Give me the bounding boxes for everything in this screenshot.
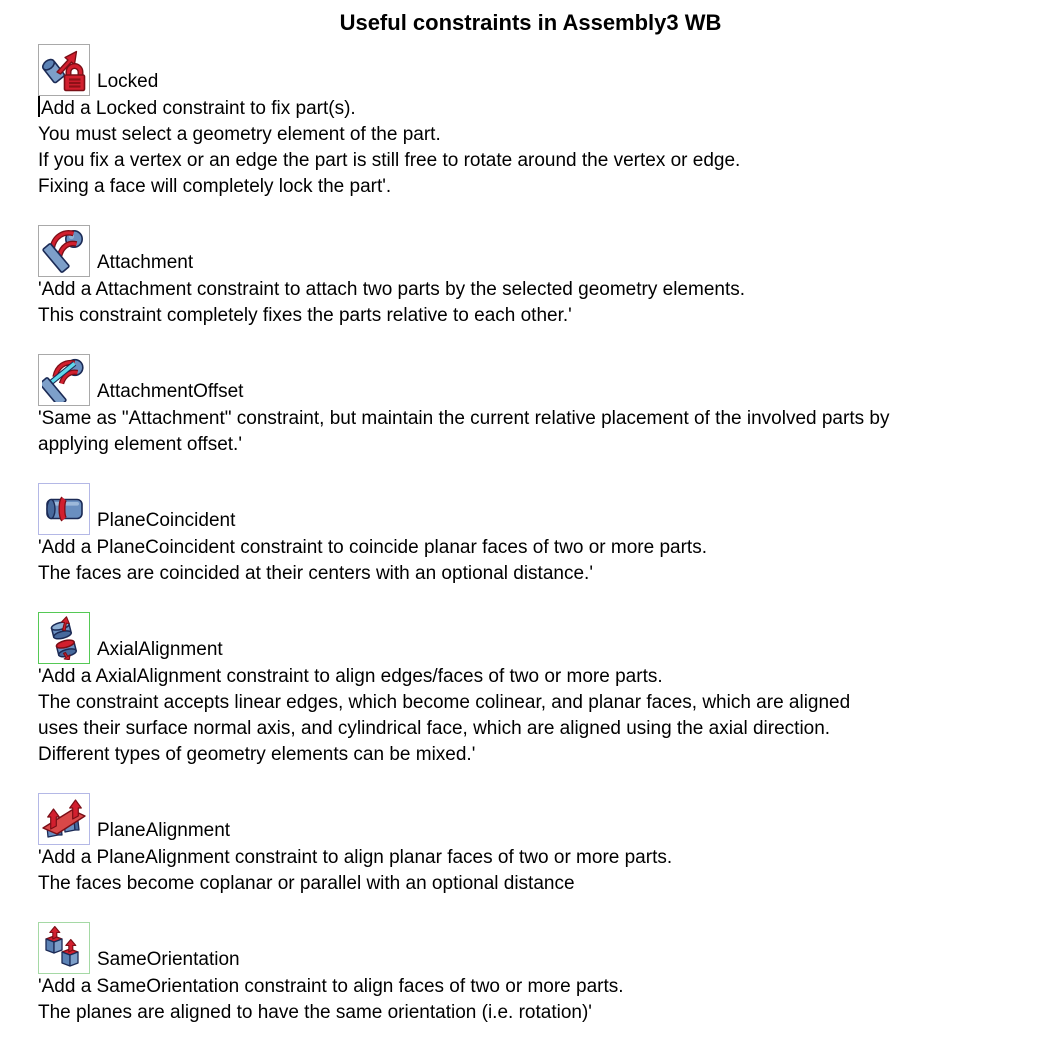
description-line: [38, 96, 1045, 122]
section-header: [38, 225, 1045, 277]
constraint-name: Attachment: [97, 252, 194, 273]
axial-alignment-icon: [38, 612, 90, 664]
constraint-name: PlaneAlignment: [97, 820, 231, 841]
description-line: This constraint completely fixes the parts relative to each other.': [38, 305, 572, 326]
section-header: [38, 483, 1045, 535]
section-header: [38, 354, 1045, 406]
plane-coincident-icon: [38, 483, 90, 535]
section-header: [38, 922, 1045, 974]
attachment-offset-icon: [38, 354, 90, 406]
section-attachment-offset: [38, 354, 1045, 458]
section-plane-coincident: [38, 483, 1045, 587]
constraint-description: [38, 535, 1045, 587]
plane-alignment-icon: [38, 793, 90, 845]
description-line: The constraint accepts linear edges, which become colinear, and planar faces, which are aligned: [38, 692, 851, 713]
attachment-icon: [38, 225, 90, 277]
section-header: [38, 612, 1045, 664]
constraint-description: [38, 406, 1045, 458]
page-title: Useful constraints in Assembly3 WB: [339, 10, 722, 35]
constraint-description: [38, 845, 1045, 897]
description-line: The faces are coincided at their centers with an optional distance.': [38, 563, 593, 584]
section-same-orientation: [38, 922, 1045, 1026]
description-line: applying element offset.': [38, 434, 242, 455]
section-axial-alignment: [38, 612, 1045, 768]
description-line: The faces become coplanar or parallel with an optional distance: [38, 873, 575, 894]
constraint-description: [38, 277, 1045, 329]
constraint-name: PlaneCoincident: [97, 510, 236, 531]
constraint-description: [38, 974, 1045, 1026]
constraint-name: SameOrientation: [97, 949, 240, 970]
description-line: You must select a geometry element of the part.: [38, 124, 441, 145]
text-cursor: [38, 96, 40, 117]
section-header: [38, 793, 1045, 845]
constraint-description: [38, 664, 1045, 768]
document-page: [0, 10, 1061, 1026]
constraint-name: Locked: [97, 71, 159, 92]
description-line: 'Add a PlaneCoincident constraint to coincide planar faces of two or more parts.: [38, 537, 707, 558]
constraint-description: [38, 96, 1045, 200]
description-line: 'Add a PlaneAlignment constraint to align planar faces of two or more parts.: [38, 847, 673, 868]
constraint-name: AttachmentOffset: [97, 381, 244, 402]
description-line: The planes are aligned to have the same orientation (i.e. rotation)': [38, 1002, 592, 1023]
constraint-name: AxialAlignment: [97, 639, 223, 660]
section-header: [38, 44, 1045, 96]
section-locked: [38, 44, 1045, 200]
constraint-list: [0, 44, 1061, 1026]
description-line: If you fix a vertex or an edge the part is still free to rotate around the vertex or edge.: [38, 150, 741, 171]
description-line: 'Add a SameOrientation constraint to align faces of two or more parts.: [38, 976, 624, 997]
section-plane-alignment: [38, 793, 1045, 897]
description-line: Different types of geometry elements can be mixed.': [38, 744, 476, 765]
description-line: 'Add a AxialAlignment constraint to align edges/faces of two or more parts.: [38, 666, 663, 687]
description-text: Add a Locked constraint to fix part(s).: [41, 98, 356, 119]
description-line: uses their surface normal axis, and cylindrical face, which are aligned using the axial direction.: [38, 718, 831, 739]
description-line: Fixing a face will completely lock the part'.: [38, 176, 392, 197]
section-attachment: [38, 225, 1045, 329]
description-line: 'Add a Attachment constraint to attach two parts by the selected geometry elements.: [38, 279, 746, 300]
same-orientation-icon: [38, 922, 90, 974]
locked-icon: [38, 44, 90, 96]
description-line: 'Same as "Attachment" constraint, but maintain the current relative placement of the involved parts by: [38, 408, 890, 429]
